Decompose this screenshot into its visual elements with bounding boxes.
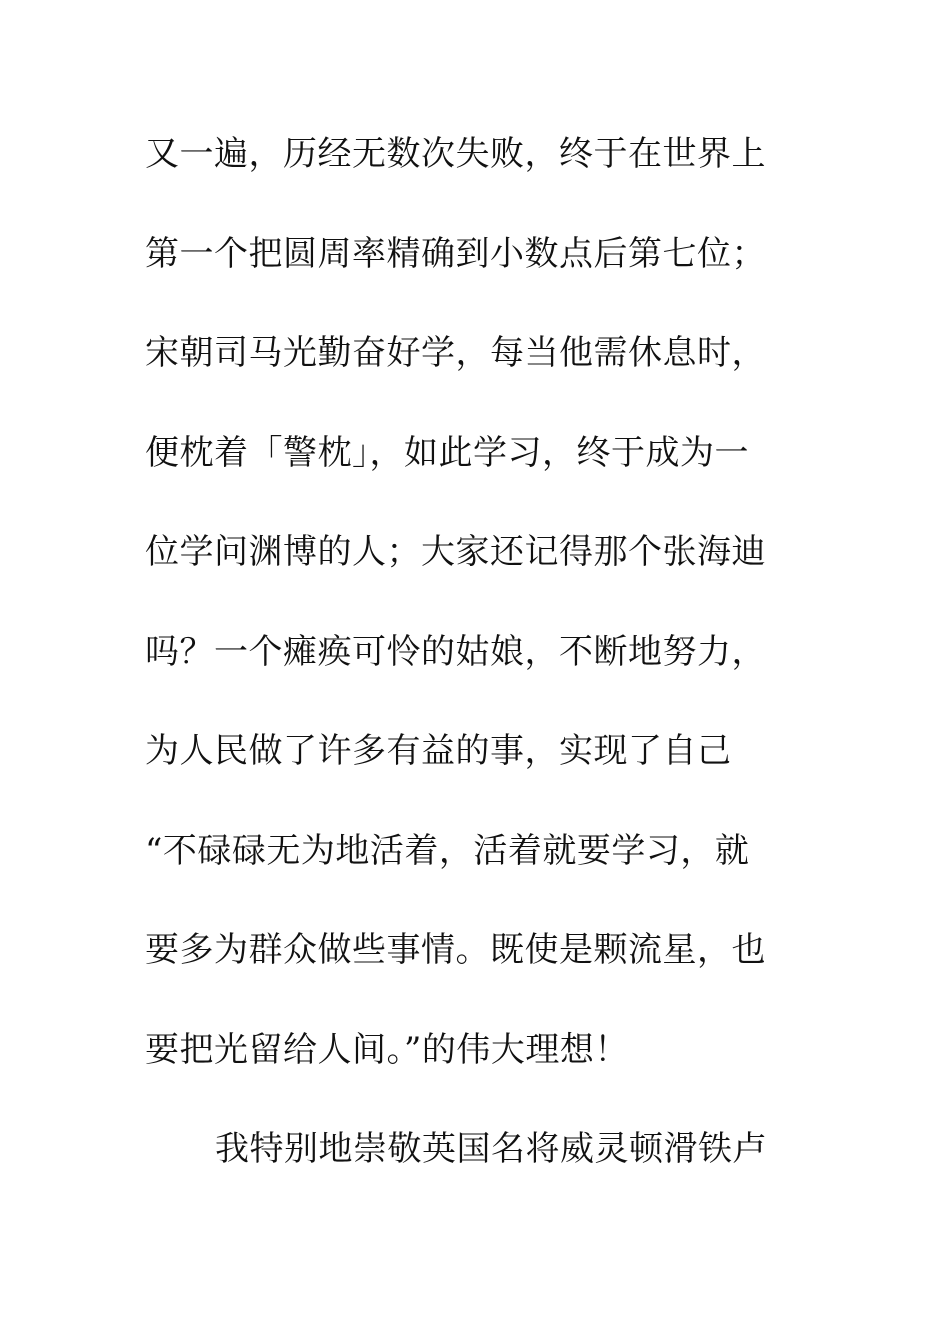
text-line: 吗？一个瘫痪可怜的姑娘，不断地努力， xyxy=(145,631,766,672)
text-line: 为人民做了许多有益的事，实现了自己 xyxy=(145,731,732,771)
text-line: 又一遍，历经无数次失败，终于在世界上 xyxy=(145,134,766,174)
text-line: 要多为群众做些事情。既使是颗流星，也 xyxy=(145,930,766,970)
text-line: “不碌碌无为地活着，活着就要学习，就 xyxy=(145,830,750,871)
text-line: 第一个把圆周率精确到小数点后第七位； xyxy=(145,233,766,274)
text-line: 位学问渊博的人；大家还记得那个张海迪 xyxy=(145,532,766,572)
text-line: 便枕着「警枕」，如此学习，终于成为一 xyxy=(145,432,749,473)
text-line: 要把光留给人间。”的伟大理想！ xyxy=(145,1029,629,1070)
body-text xyxy=(145,122,785,1217)
text-line: 宋朝司马光勤奋好学，每当他需休息时， xyxy=(145,333,766,373)
paragraph-start-line: 我特别地崇敬英国名将威灵顿滑铁卢 xyxy=(215,1129,767,1169)
